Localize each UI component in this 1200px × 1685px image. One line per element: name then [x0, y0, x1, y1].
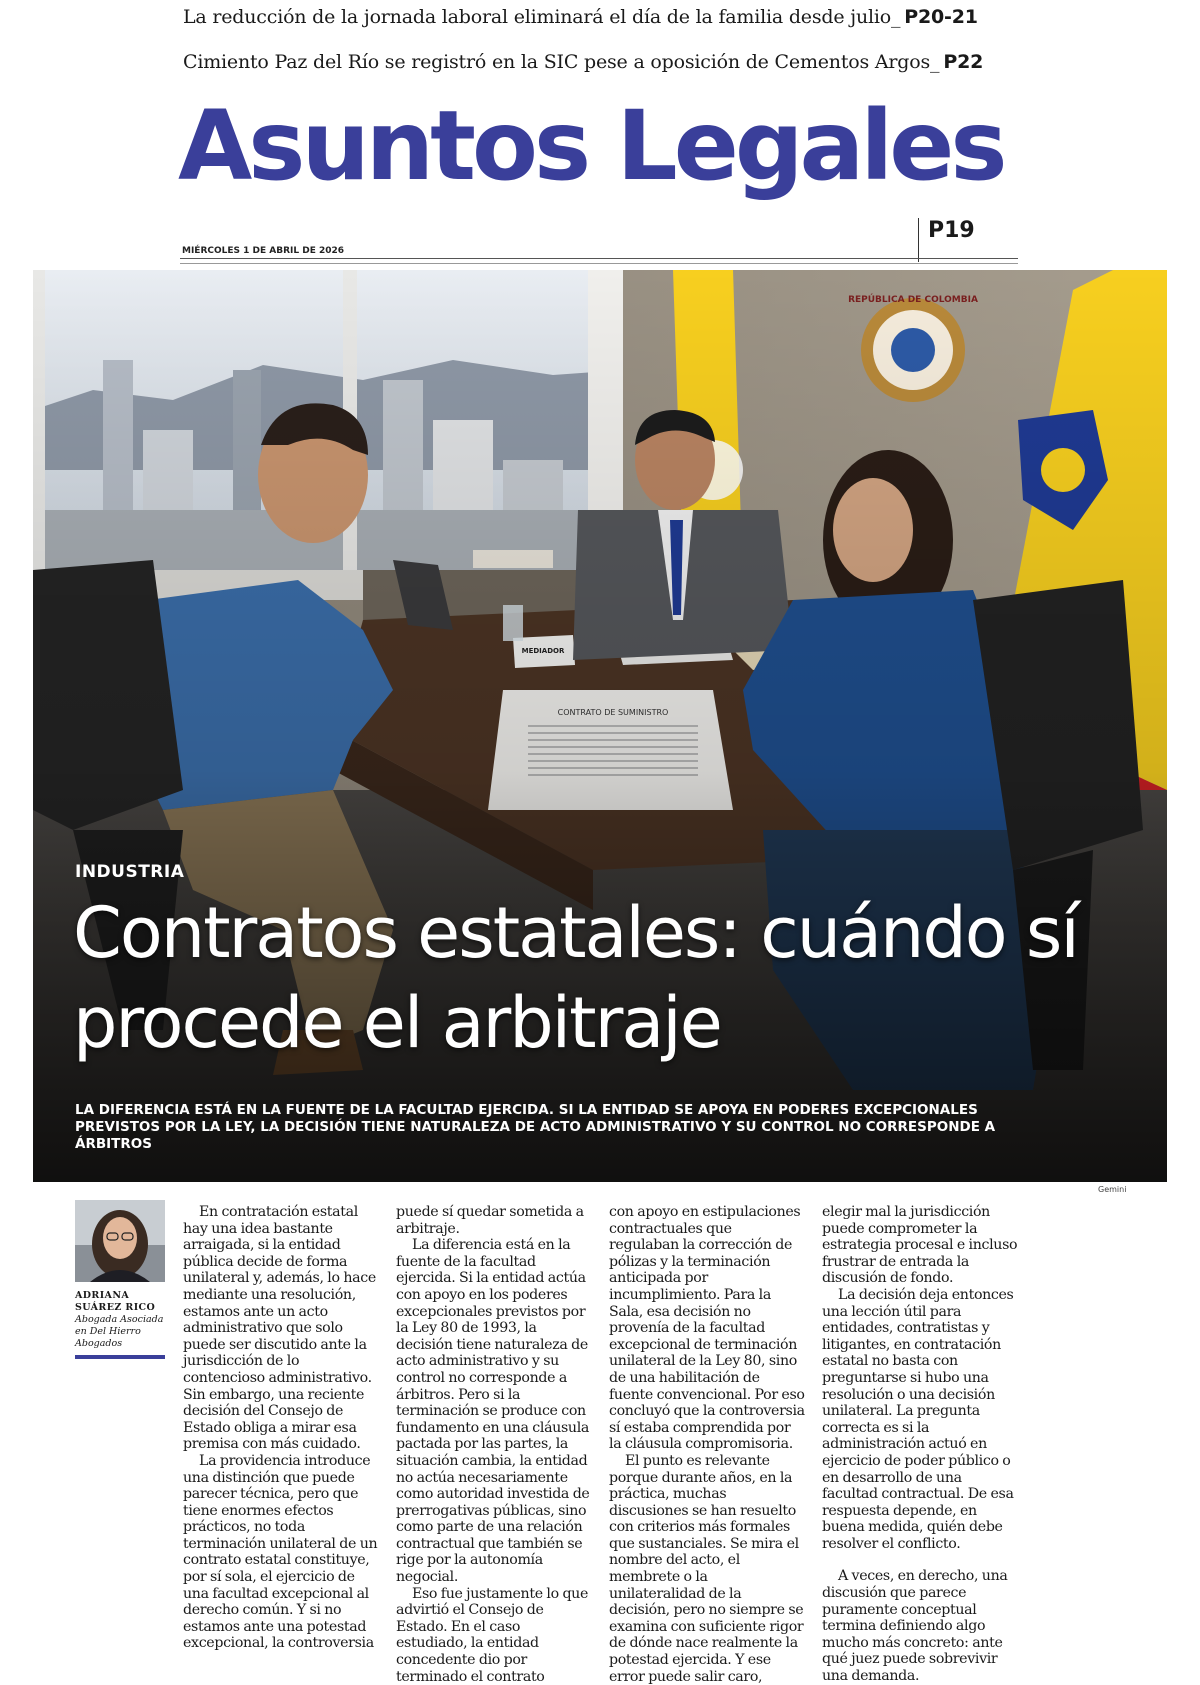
issue-date: MIÉRCOLES 1 DE ABRIL DE 2026 — [182, 246, 345, 256]
article-paragraph: con apoyo en estipulaciones contractuales que regulaban la corrección de pólizas y la terminación anticipada por incumplimiento. Para la Sala, esa decisión no provenía de la facultad excepcional de terminación unilateral de la Ley 80, sino de una habilitación de fuente convencional. Por eso concluyó que la controversia sí estaba comprendida por la cláusula compromisoria. — [609, 1204, 805, 1453]
author-name: ADRIANA SUÁREZ RICO — [75, 1290, 156, 1313]
teaser-text: La reducción de la jornada laboral eliminará el día de la familia desde julio_ — [183, 6, 901, 28]
author-box — [75, 1200, 165, 1359]
article-paragraph: puede sí quedar sometida a arbitraje. — [396, 1204, 584, 1237]
article-column-4 — [822, 1204, 1018, 1685]
article-paragraph: La diferencia está en la fuente de la facultad ejercida. Si la entidad actúa con apoyo en los poderes excepcionales previstos por la Ley 80 de 1993, la decisión tiene naturaleza de acto administrativo y su control no corresponde a árbitros. Pero si la terminación se produce con fundamento en una cláusula pactada por las partes, la situación cambia, la entidad no actúa necesariamente como autoridad investida de prerrogativas públicas, sino como parte de una relación contractual que también se rige por la autonomía negocial. — [396, 1237, 590, 1586]
header-rule — [180, 258, 1018, 259]
photo-credit: Gemini — [1098, 1185, 1127, 1194]
article-kicker: INDUSTRIA — [75, 862, 185, 882]
article-paragraph: elegir mal la jurisdicción puede comprometer la estrategia procesal e incluso frustrar de entrada la discusión de fondo. — [822, 1204, 1018, 1287]
article-paragraph: La decisión deja entonces una lección útil para entidades, contratistas y litigantes, en contratación estatal no basta con preguntarse si hubo una resolución o una decisión unilateral. La pregunta correcta es si la administración actuó en ejercicio de poder público o en desarrollo de una facultad contractual. De esa respuesta depende, en buena medida, quién debe resolver el conflicto. — [822, 1286, 1014, 1552]
teaser-page: P22 — [943, 51, 984, 73]
author-role: Abogada Asociada en Del Hierro Abogados — [75, 1314, 164, 1349]
article-paragraph: A veces, en derecho, una discusión que parece puramente conceptual termina definiendo algo mucho más concreto: ante qué juez puede sobrevivir una demanda. — [822, 1568, 1008, 1685]
article-paragraph: Eso fue justamente lo que advirtió el Consejo de Estado. En el caso estudiado, la entidad concedente dio por terminado el contrato — [396, 1585, 589, 1685]
article-headline: Contratos estatales: cuándo sí procede el arbitraje — [73, 892, 1078, 1064]
author-rule — [75, 1355, 165, 1359]
teaser-text: Cimiento Paz del Río se registró en la SIC pese a oposición de Cementos Argos_ — [183, 51, 940, 73]
hero-photo — [33, 270, 1167, 1182]
article-column-1 — [183, 1204, 379, 1652]
section-title: Asuntos Legales — [178, 90, 1004, 202]
teaser-cementos[interactable] — [183, 51, 983, 73]
article-deck: LA DIFERENCIA ESTÁ EN LA FUENTE DE LA FACULTAD EJERCIDA. SI LA ENTIDAD SE APOYA EN PODERES EXCEPCIONALES PREVISTOS POR LA LEY, LA DECISIÓN TIENE NATURALEZA DE ACTO ADMINISTRATIVO Y SU CONTROL NO CORRESPONDE A ÁRBITROS — [75, 1102, 996, 1152]
page-number: P19 — [928, 218, 975, 243]
page-number-divider — [918, 218, 919, 262]
article-column-3 — [609, 1204, 805, 1685]
article-column-2 — [396, 1204, 592, 1685]
article-paragraph: La providencia introduce una distinción que puede parecer técnica, pero que tiene enormes efectos prácticos, no toda terminación unilateral de un contrato estatal constituye, por sí sola, el ejercicio de una facultad excepcional al derecho común. Y si no estamos ante una potestad excepcional, la controversia — [183, 1452, 378, 1652]
article-paragraph: En contratación estatal hay una idea bastante arraigada, si la entidad pública decide de forma unilateral y, además, lo hace mediante una resolución, estamos ante un acto administrativo que solo puede ser discutido ante la jurisdicción de lo contencioso administrativo. Sin embargo, una reciente decisión del Consejo de Estado obliga a mirar esa premisa con más cuidado. — [183, 1204, 376, 1453]
teaser-jornada-laboral[interactable] — [183, 6, 978, 28]
article-paragraph: El punto es relevante porque durante años, en la práctica, muchas discusiones se han resuelto con criterios más formales que sustanciales. Se mira el nombre del acto, el membrete o la unilateralidad de la decisión, pero no siempre se examina con suficiente rigor de dónde nace realmente la potestad ejercida. Y ese error puede salir caro, — [609, 1452, 804, 1685]
teaser-page: P20-21 — [904, 6, 978, 28]
header-rule — [180, 263, 1018, 264]
author-photo — [75, 1200, 165, 1282]
